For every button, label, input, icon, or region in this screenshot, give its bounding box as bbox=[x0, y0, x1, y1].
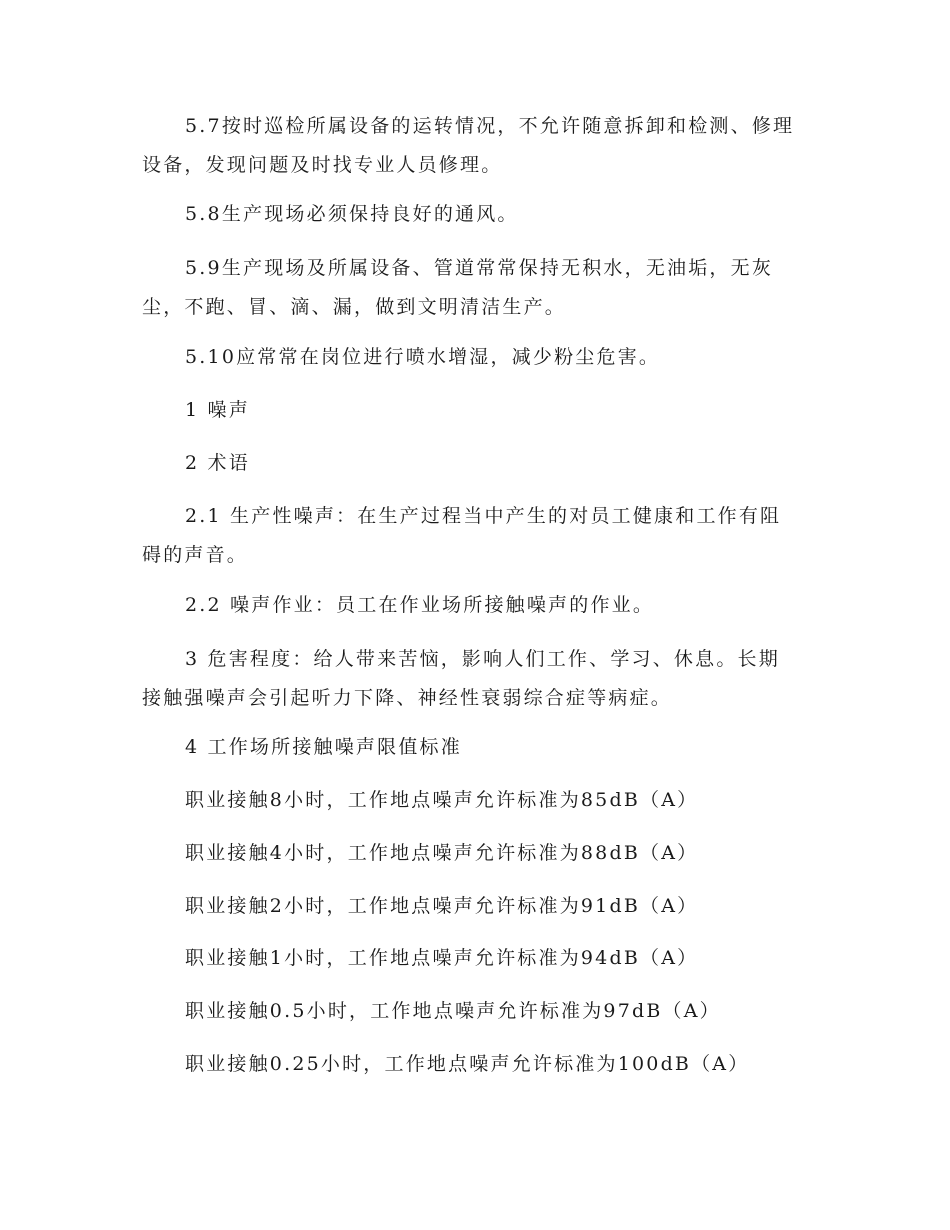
text-line: 5.8生产现场必须保持良好的通风。 bbox=[185, 203, 519, 225]
text-line: 2 术语 bbox=[185, 452, 250, 474]
text-line: 3 危害程度：给人带来苦恼，影响人们工作、学习、休息。长期 bbox=[185, 648, 780, 670]
text-line: 1 噪声 bbox=[185, 399, 250, 421]
text-line: 职业接触0.5小时，工作地点噪声允许标准为97dB（A） bbox=[185, 1000, 721, 1022]
paragraph-5-10 bbox=[142, 338, 810, 377]
text-line: 2.1 生产性噪声：在生产过程当中产生的对员工健康和工作有阻 bbox=[185, 505, 782, 527]
text-line: 设备，发现问题及时找专业人员修理。 bbox=[142, 154, 503, 176]
limit-0-5h bbox=[142, 992, 810, 1031]
text-line: 5.10应常常在岗位进行喷水增湿，减少粉尘危害。 bbox=[185, 346, 661, 368]
text-line: 尘，不跑、冒、滴、漏，做到文明清洁生产。 bbox=[142, 296, 567, 318]
text-line: 2.2 噪声作业：员工在作业场所接触噪声的作业。 bbox=[185, 594, 655, 616]
text-line: 5.7按时巡检所属设备的运转情况，不允许随意拆卸和检测、修理 bbox=[185, 115, 795, 137]
text-line: 职业接触2小时，工作地点噪声允许标准为91dB（A） bbox=[185, 895, 699, 917]
limit-4h bbox=[142, 834, 810, 873]
text-line: 职业接触8小时，工作地点噪声允许标准为85dB（A） bbox=[185, 789, 699, 811]
paragraph-2-1 bbox=[142, 497, 810, 575]
limit-2h bbox=[142, 887, 810, 926]
paragraph-3 bbox=[142, 640, 810, 718]
text-line: 接触强噪声会引起听力下降、神经性衰弱综合症等病症。 bbox=[142, 687, 673, 709]
paragraph-5-8 bbox=[142, 195, 810, 234]
paragraph-2-2 bbox=[142, 586, 810, 625]
heading-limits bbox=[142, 728, 810, 767]
text-line: 碍的声音。 bbox=[142, 544, 249, 566]
paragraph-5-9 bbox=[142, 249, 810, 327]
text-line: 职业接触1小时，工作地点噪声允许标准为94dB（A） bbox=[185, 947, 699, 969]
limit-8h bbox=[142, 781, 810, 820]
limit-1h bbox=[142, 939, 810, 978]
heading-noise bbox=[142, 391, 810, 430]
text-line: 职业接触4小时，工作地点噪声允许标准为88dB（A） bbox=[185, 842, 699, 864]
heading-terms bbox=[142, 444, 810, 483]
text-line: 职业接触0.25小时，工作地点噪声允许标准为100dB（A） bbox=[185, 1053, 750, 1075]
limit-0-25h bbox=[142, 1045, 810, 1084]
paragraph-5-7 bbox=[142, 107, 810, 185]
text-line: 5.9生产现场及所属设备、管道常常保持无积水，无油垢，无灰 bbox=[185, 257, 774, 279]
text-line: 4 工作场所接触噪声限值标准 bbox=[185, 736, 462, 758]
